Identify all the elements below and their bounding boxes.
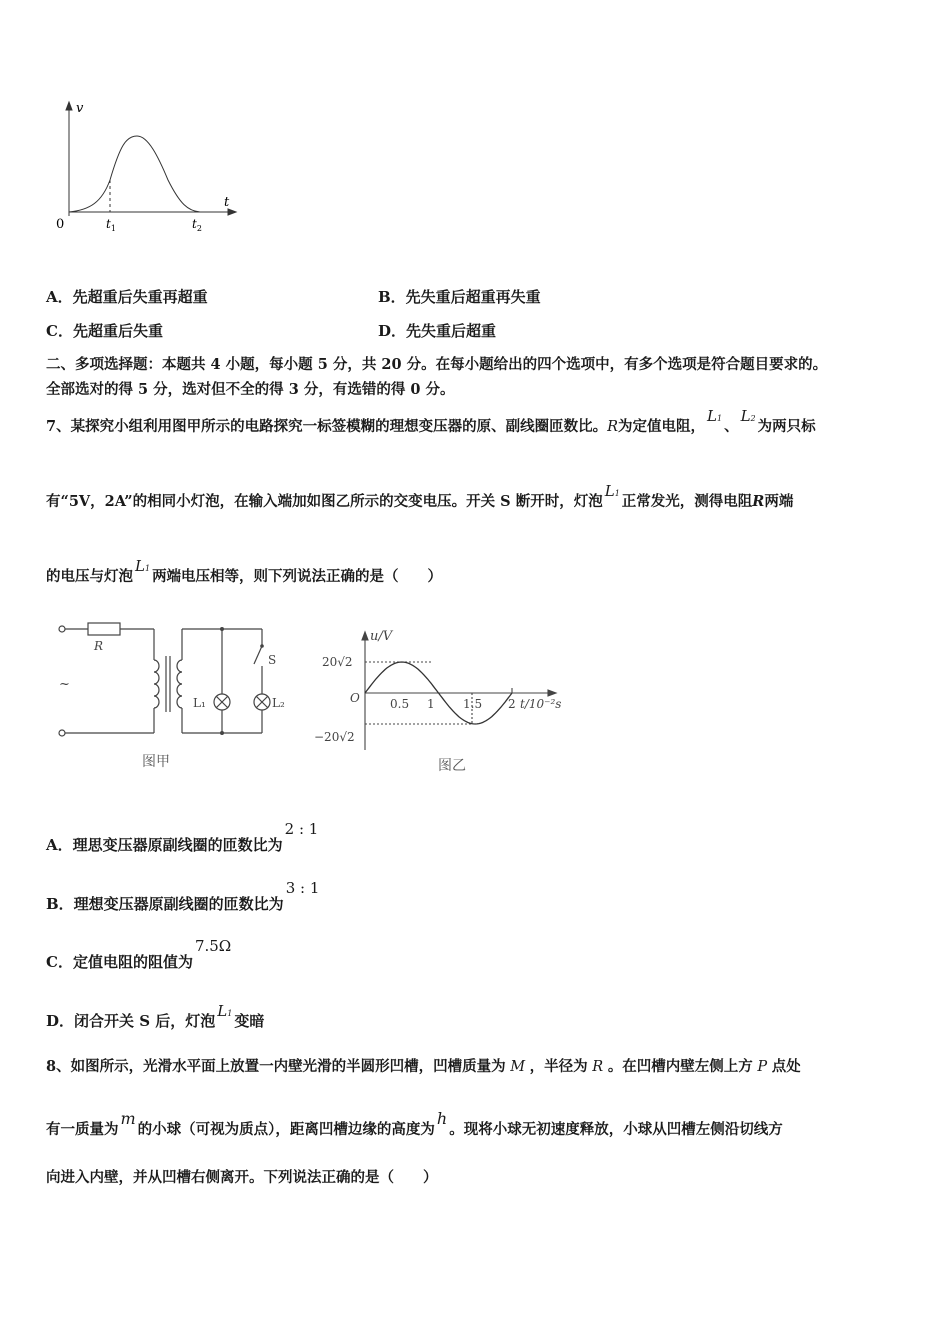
q7-stem-line3: 的电压与灯泡L1 两端电压相等，则下列说法正确的是（ ） [46, 557, 443, 585]
label-ac-source: ~ [59, 677, 70, 692]
u-axis-label: u/V [370, 629, 393, 644]
label-l1: L₁ [193, 696, 206, 710]
section2-line1: 二、多项选择题：本题共 4 小题，每小题 5 分，共 20 分。在每小题给出的四个选项中，有多个选项是符合题目要求的。 [46, 356, 828, 373]
tick-0-5: 0.5 [390, 697, 410, 711]
v-axis-label: v [76, 101, 84, 116]
ymin-label: −20√2 [314, 730, 355, 744]
t1-label: $t_1$ [106, 217, 116, 233]
primary-coil [154, 660, 159, 708]
vt-graph [50, 98, 240, 238]
label-r: R [94, 639, 104, 653]
q7-option-d[interactable]: D．闭合开关 S 后，灯泡L1 变暗 [46, 1002, 265, 1030]
origin-label: 0 [56, 217, 65, 232]
input-terminal-top [59, 626, 65, 632]
switch-s[interactable] [254, 646, 262, 664]
q8-stem-line1: 8、如图所示，光滑水平面上放置一内壁光滑的半圆形凹槽，凹槽质量为 M ，半径为 R 。在凹槽内壁左侧上方 P 点处 [46, 1058, 801, 1075]
q8-stem-line2: 有一质量为m的小球（可视为质点），距离凹槽边缘的高度为h。现将小球无初速度释放，小球从凹槽左侧沿切线方 [46, 1109, 783, 1138]
q8-stem-line3: 向进入内壁，并从凹槽右侧离开。下列说法正确的是（ ） [46, 1169, 438, 1186]
section2-line2: 全部选对的得 5 分，选对但不全的得 3 分，有选错的得 0 分。 [46, 381, 455, 398]
q7-option-b[interactable]: B．理想变压器原副线圈的匝数比为3 : 1 [46, 879, 320, 913]
voltage-figure-yi [310, 622, 590, 780]
v-axis-arrow [66, 102, 72, 110]
tick-1-5: 1.5 [463, 697, 483, 711]
t-axis-label: t [224, 195, 230, 210]
q6-option-d[interactable]: D．先失重后超重 [378, 322, 497, 340]
t2-label: $t_2$ [192, 217, 202, 233]
q6-option-c[interactable]: C．先超重后失重 [46, 322, 163, 340]
secondary-coil [177, 660, 182, 708]
label-l2: L₂ [272, 696, 285, 710]
tick-1: 1 [427, 697, 435, 711]
tick-2: 2 [508, 697, 516, 711]
q7-option-c[interactable]: C．定值电阻的阻值为7.5Ω [46, 937, 232, 971]
q7-stem-line2: 有“5V，2A”的相同小灯泡，在输入端加如图乙所示的交变电压。开关 S 断开时，灯泡L1 正常发光，测得电阻R两端 [46, 482, 794, 510]
q6-option-b[interactable]: B．先失重后超重再失重 [378, 288, 541, 306]
velocity-curve [69, 136, 200, 212]
caption-jia: 图甲 [142, 754, 170, 770]
ymax-label: 20√2 [322, 655, 353, 669]
origin-label: O [350, 691, 360, 705]
resistor-r [88, 623, 120, 635]
circuit-figure-jia [50, 612, 300, 777]
q7-option-a[interactable]: A．理思变压器原副线圈的匝数比为2 : 1 [46, 820, 319, 854]
caption-yi: 图乙 [438, 758, 466, 774]
q6-option-a[interactable]: A．先超重后失重再超重 [46, 288, 208, 306]
t-axis-label: t/10⁻²s [520, 697, 562, 711]
q7-stem-line1: 7、某探究小组利用图甲所示的电路探究一标签模糊的理想变压器的原、副线圈匝数比。R为定值电阻，L1 、L2 为两只标 [46, 407, 816, 435]
label-s: S [268, 653, 277, 667]
input-terminal-bottom [59, 730, 65, 736]
